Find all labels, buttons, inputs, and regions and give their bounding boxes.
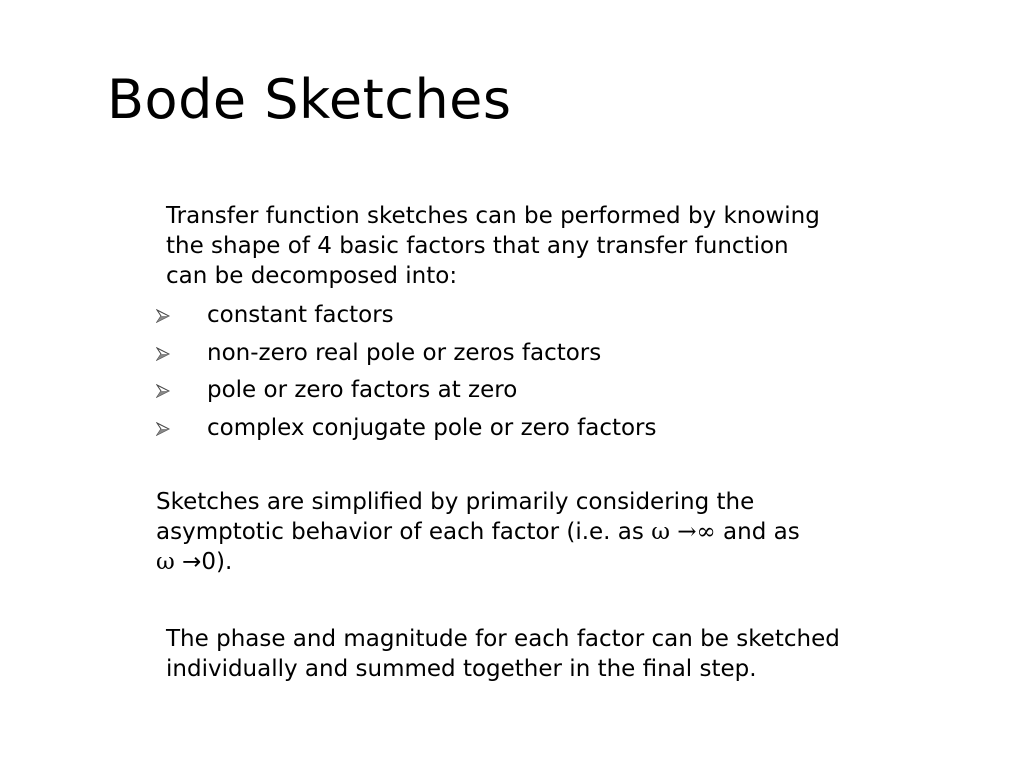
arrowhead-bullet-icon (156, 422, 170, 436)
phase-line: individually and summed together in the final step. (166, 656, 757, 682)
list-item-text: constant factors (207, 302, 394, 328)
sketches-text: asymptotic behavior of each factor (i.e. as (156, 519, 652, 545)
intro-line: Transfer function sketches can be performed by knowing (166, 203, 820, 229)
omega-symbol: ω (156, 549, 175, 575)
list-item-text: pole or zero factors at zero (207, 377, 518, 403)
arrowhead-bullet-icon (156, 384, 170, 398)
arrowhead-bullet-icon (156, 309, 170, 323)
sketches-paragraph (156, 487, 800, 577)
sketches-text: →0). (174, 549, 233, 575)
slide-title: Bode Sketches (107, 68, 512, 131)
intro-paragraph (166, 201, 820, 291)
intro-line: can be decomposed into: (166, 263, 458, 289)
sketches-line (156, 517, 800, 547)
omega-symbol: ω (651, 519, 670, 545)
phase-paragraph (166, 624, 840, 684)
to-infinity-symbol: →∞ (669, 519, 716, 545)
sketches-line: Sketches are simplified by primarily considering the (156, 489, 755, 515)
sketches-text: and as (715, 519, 800, 545)
sketches-line (156, 547, 800, 577)
arrowhead-bullet-icon (156, 347, 170, 361)
list-item-text: non-zero real pole or zeros factors (207, 339, 602, 366)
intro-line: the shape of 4 basic factors that any transfer function (166, 233, 789, 259)
list-item-text: complex conjugate pole or zero factors (207, 414, 657, 441)
phase-line: The phase and magnitude for each factor can be sketched (166, 626, 840, 652)
